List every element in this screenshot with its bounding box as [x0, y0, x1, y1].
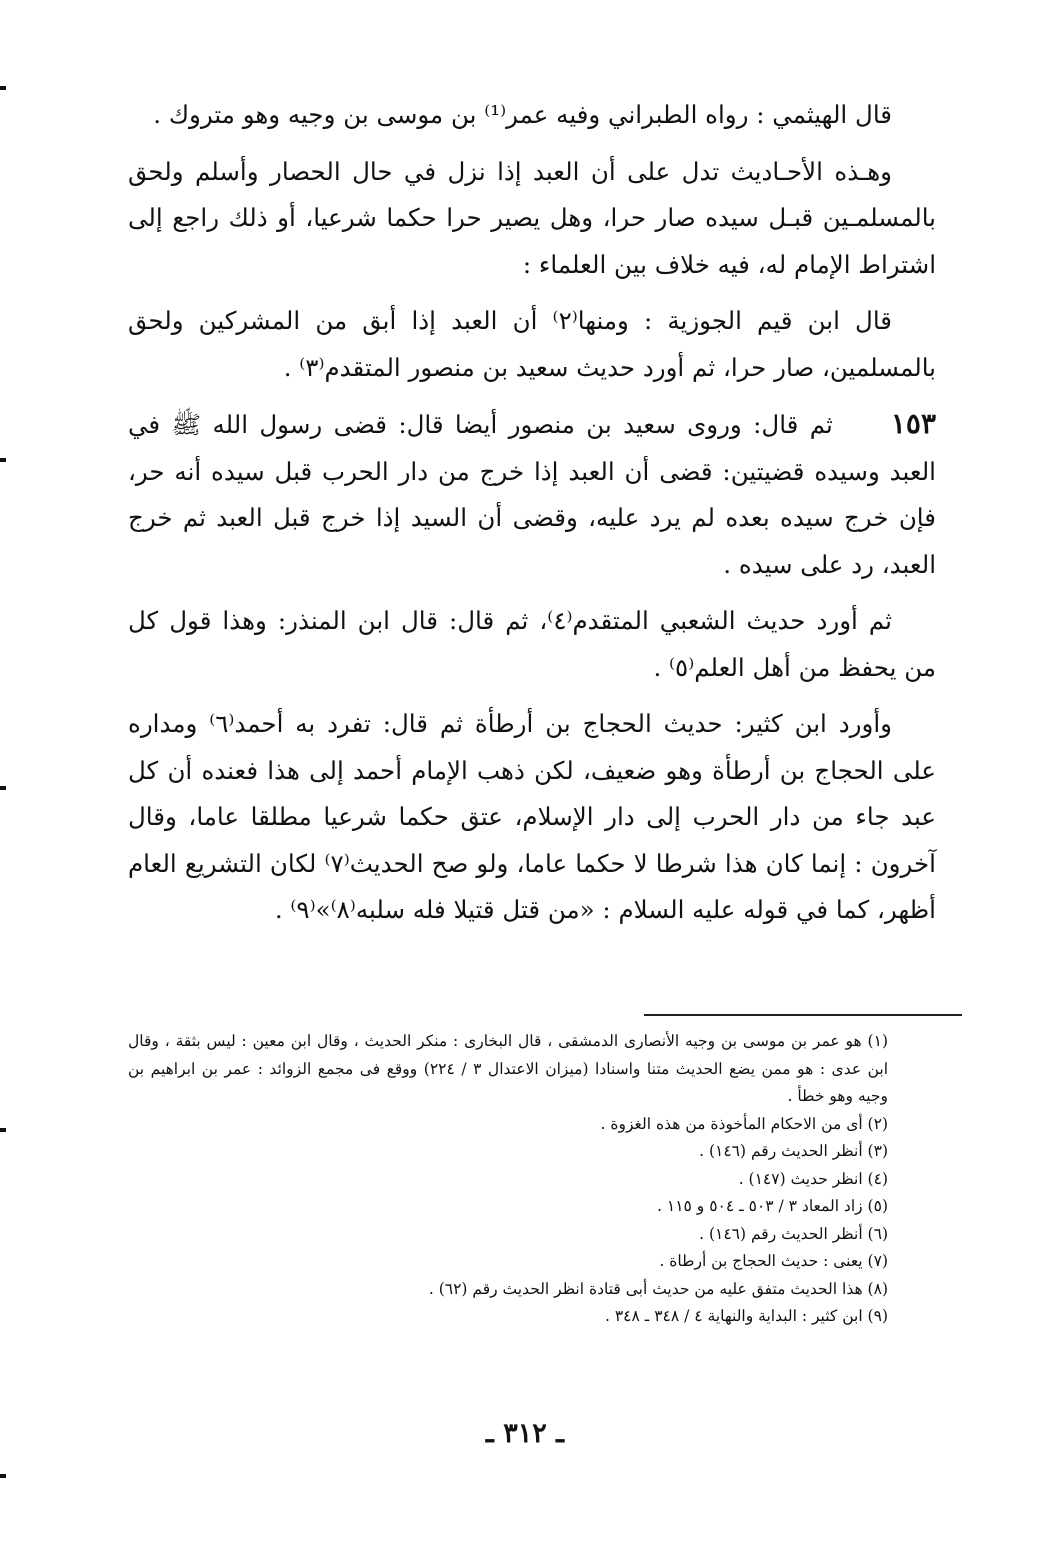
paragraph-4-text: ثم قال: وروى سعيد بن منصور أيضا قال: قضى رسول الله ﷺ في العبد وسيده قضيتين: قضى أن العبد إذا خرج من دار الحرب قبل سيده أنه حر، فإن خرج سيده بعده لم يرد عليه، وقضى أن السيد إذا خرج قبل العبد ثم خرج العبد، رد على سيده .	[128, 410, 936, 579]
footnote-7: (٧) يعنى : حديث الحجاج بن أرطاة .	[659, 1252, 888, 1270]
footnote-4: (٤) انظر حديث (١٤٧) .	[738, 1169, 888, 1188]
footnote-2: (٢) أى من الاحكام المأخوذة من هذه الغزوة .	[600, 1114, 888, 1133]
footnote-3: (٣) أنظر الحديث رقم (١٤٦) .	[699, 1142, 888, 1160]
footnote-9: (٩) ابن كثير : البداية والنهاية ٤ / ٣٤٨ ـ ٣٤٨ .	[604, 1307, 888, 1325]
scan-edge-mark	[0, 786, 6, 790]
scan-edge-mark	[0, 1128, 6, 1132]
page-number: ـ ٣١٢ ـ	[485, 1418, 565, 1449]
footnote-divider	[644, 1014, 962, 1016]
paragraph-1: قال الهيثمي : رواه الطبراني وفيه عمر⁽¹⁾ بن موسى بن وجيه وهو متروك .	[153, 100, 892, 129]
paragraph-5: ثم أورد حديث الشعبي المتقدم⁽٤⁾، ثم قال: قال ابن المنذر: وهذا قول كل من يحفظ من أهل العلم⁽٥⁾ .	[128, 606, 936, 682]
paragraph-6: وأورد ابن كثير: حديث الحجاج بن أرطأة ثم قال: تفرد به أحمد⁽٦⁾ ومداره على الحجاج بن أرطأة وهو ضعيف، لكن ذهب الإمام أحمد إلى هذا فعنده أن كل عبد جاء من دار الحرب إلى دار الإسلام، عتق حكما شرعيا مطلقا عاما، وقال آخرون : إنما كان هذا شرطا لا حكما عاما، ولو صح الحديث⁽٧⁾ لكان التشريع العام أظهر، كما في قوله عليه السلام : «من قتل قتيلا فله سلبه⁽٨⁾»⁽٩⁾ .	[128, 709, 936, 924]
scan-edge-mark	[0, 1474, 6, 1478]
footnote-5: (٥) زاد المعاد ٣ / ٥٠٣ ـ ٥٠٤ و ١١٥ .	[657, 1197, 888, 1215]
paragraph-4	[128, 401, 936, 588]
main-text	[128, 92, 936, 944]
footnote-8: (٨) هذا الحديث متفق عليه من حديث أبى قتادة انظر الحديث رقم (٦٢) .	[428, 1279, 888, 1298]
scan-edge-mark	[0, 86, 6, 90]
paragraph-3: قال ابن قيم الجوزية : ومنها⁽٢⁾ أن العبد إذا أبق من المشركين ولحق بالمسلمين، صار حرا، ثم أورد حديث سعيد بن منصور المتقدم⁽٣⁾ .	[128, 306, 936, 382]
scan-edge-mark	[0, 458, 6, 462]
paragraph-2: وهـذه الأحـاديث تدل على أن العبد إذا نزل في حال الحصار وأسلم ولحق بالمسلمـين قبـل سيده صار حرا، وهل يصير حرا حكما شرعيا، أو ذلك راجع إلى اشتراط الإمام له، فيه خلاف بين العلماء :	[128, 156, 936, 279]
footnotes	[128, 1028, 888, 1331]
footnote-1: (١) هو عمر بن موسى بن وجيه الأنصارى الدمشقى ، قال البخارى : منكر الحديث ، وقال ابن معين : ليس بثقة ، وقال ابن عدى : هو ممن يضع الحديث متنا واسنادا (ميزان الاعتدال ٣ / ٢٢٤) ووقع فى مجمع الزوائد : عمر بن ابراهيم بن وجيه وهو خطأ .	[128, 1032, 889, 1105]
footnote-6: (٦) أنظر الحديث رقم (١٤٦) .	[699, 1224, 888, 1243]
hadith-number: ١٥٣	[890, 407, 936, 440]
